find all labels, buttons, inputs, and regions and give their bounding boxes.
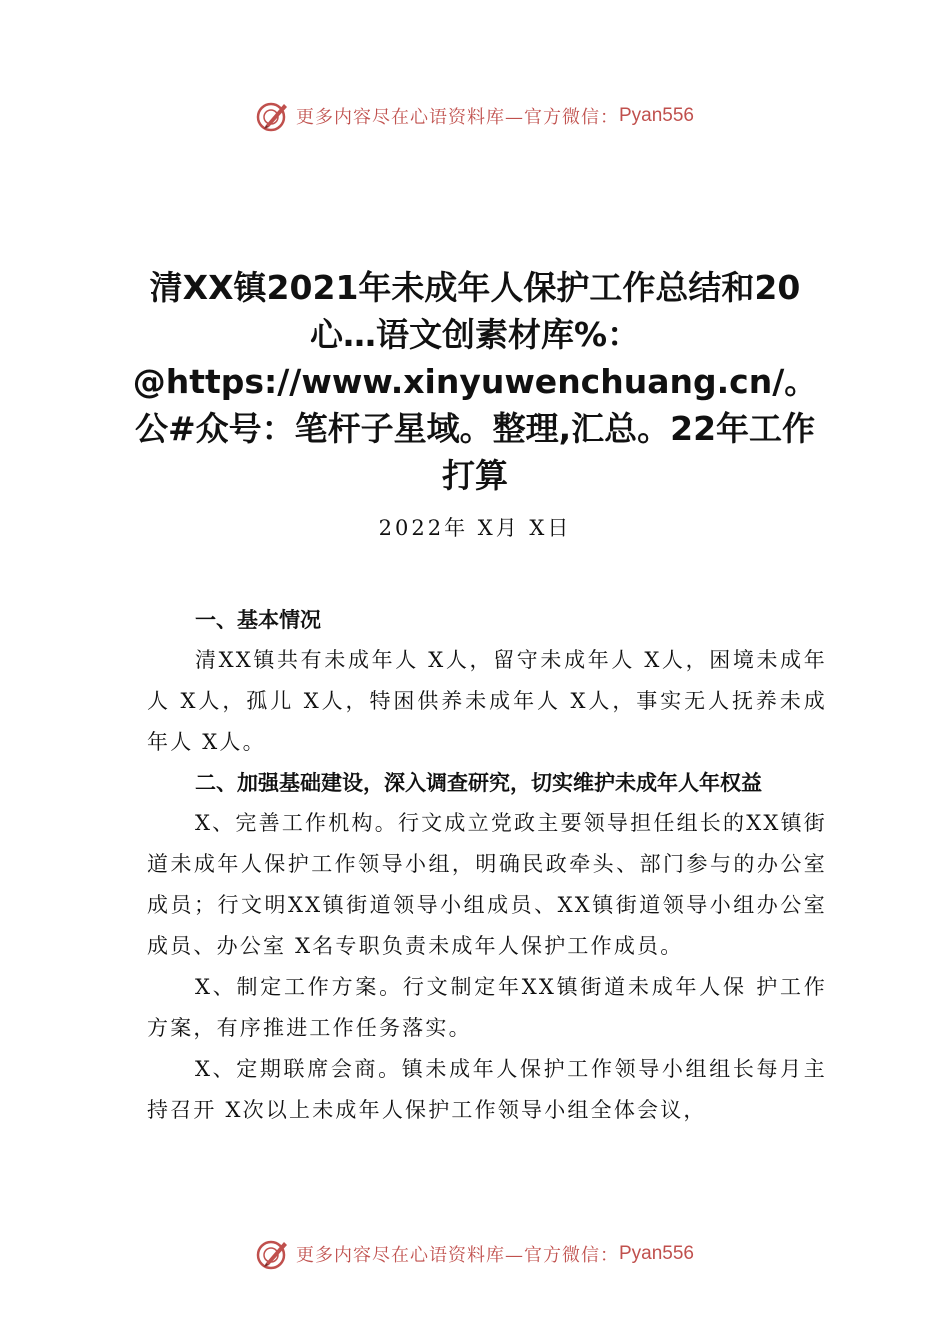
header-banner [0,96,950,136]
banner-text: 更多内容尽在心语资料库—官方微信： [295,1245,619,1266]
section-heading-1: 一、基本情况 [195,608,321,632]
paragraph-basic-info: 清XX镇共有未成年人 X人，留守未成年人 X人，困境未成年人 X人，孤儿 X人，特困供养未成年人 X人，事实无人抚养未成年人 X人。 [147,648,827,754]
footer-banner [0,1234,950,1274]
section-heading-2: 二、加强基础建设，深入调查研究，切实维护未成年人年权益 [195,771,762,795]
banner-text: 更多内容尽在心语资料库—官方微信： [295,107,619,128]
pen-logo-icon [256,1237,290,1271]
banner-wechat-id: Pyan556 [618,1243,694,1264]
document-body [147,600,827,1131]
paragraph-work-plan: X、制定工作方案。行文制定年XX镇街道未成年人保 护工作方案，有序推进工作任务落实。 [147,975,827,1040]
banner-wechat-id: Pyan556 [618,105,694,126]
paragraph-joint-meeting: X、定期联席会商。镇未成年人保护工作领导小组组长每月主持召开 X次以上未成年人保护工作领导小组全体会议， [147,1057,827,1122]
document-title: 清XX镇2021年未成年人保护工作总结和20心…语文创素材库%：@https://www.xinyuwenchuang.cn/。公#众号：笔杆子星域。整理,汇总。22年工作打算 [132,268,818,495]
document-date: 2022年 X月 X日 [378,516,572,540]
paragraph-work-structure: X、完善工作机构。行文成立党政主要领导担任组长的XX镇街道未成年人保护工作领导小组，明确民政牵头、部门参与的办公室成员；行文明XX镇街道领导小组成员、XX镇街道领导小组办公室成员、办公室 X名专职负责未成年人保护工作成员。 [147,811,827,958]
pen-logo-icon [256,99,290,133]
